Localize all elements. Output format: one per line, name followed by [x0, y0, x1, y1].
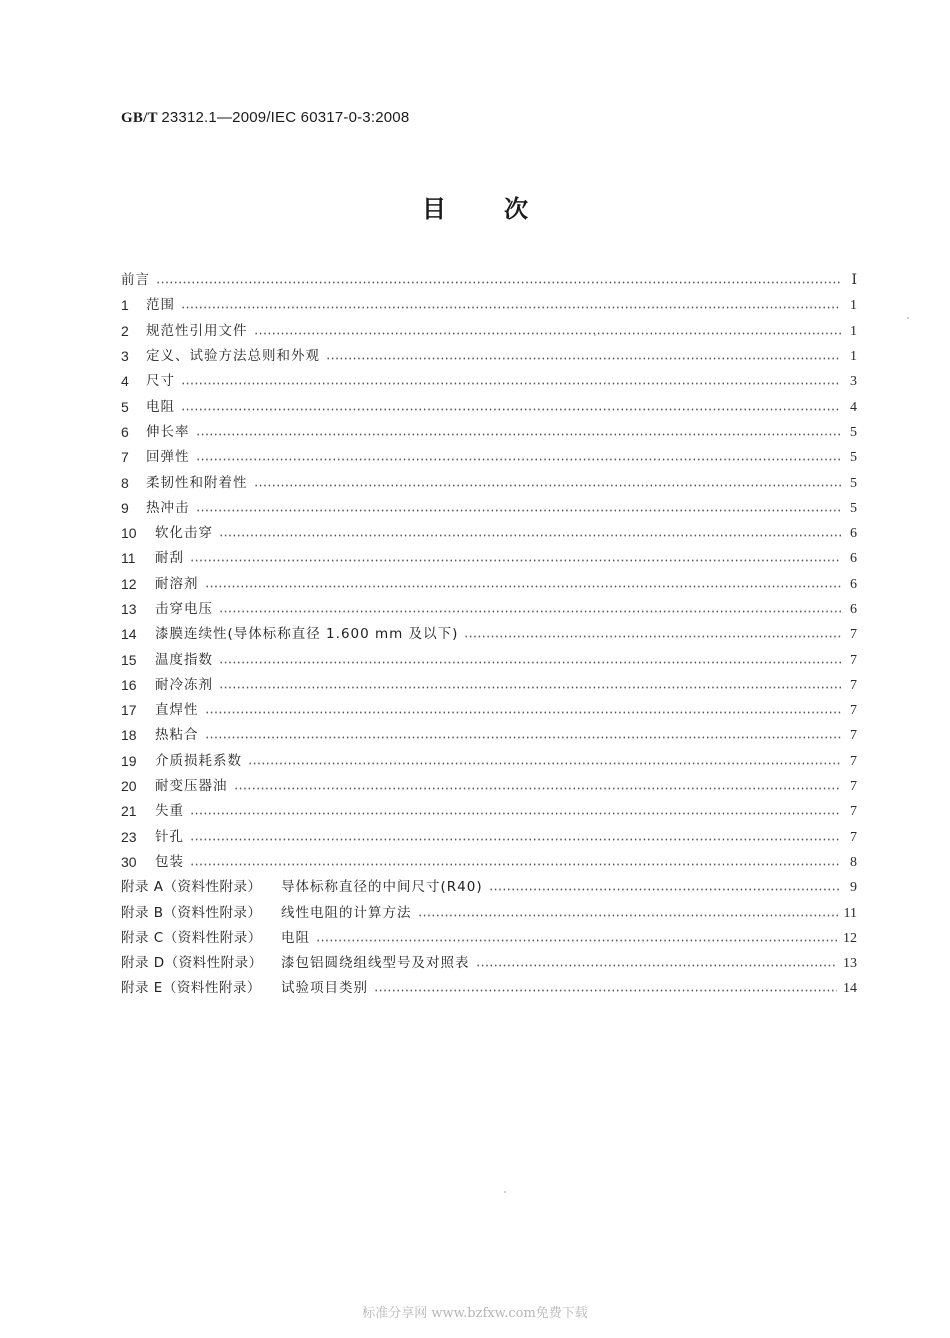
- page-title: [0, 189, 950, 224]
- annex-prefix: 附录 E（资料性附录）: [121, 980, 261, 997]
- dot-leader: [196, 433, 842, 436]
- toc-entry-label: 柔韧性和附着性: [146, 474, 248, 491]
- annex-label: 试验项目类别: [281, 980, 368, 997]
- annex-prefix: 附录 C（资料性附录）: [121, 929, 262, 946]
- annex-page: 11: [843, 905, 857, 921]
- annex-page: 13: [843, 956, 857, 972]
- toc-entry[interactable]: [121, 445, 857, 470]
- toc-entry-number: 13: [121, 601, 137, 617]
- toc-entry-number: 19: [121, 752, 137, 769]
- toc-entry-page: 7: [850, 829, 857, 845]
- toc-entry[interactable]: [121, 698, 857, 723]
- toc-entry[interactable]: [121, 723, 857, 748]
- scan-speck: [594, 334, 596, 336]
- dot-leader: [190, 559, 841, 562]
- toc-entry-label: 伸长率: [146, 423, 190, 440]
- dot-leader: [190, 838, 841, 841]
- toc-entry-number: 2: [121, 322, 129, 339]
- dot-leader: [205, 585, 842, 588]
- toc-entry-number: 3: [121, 348, 129, 365]
- dot-leader: [190, 812, 841, 815]
- toc-entry-number: 1: [121, 297, 129, 314]
- toc-entry-number: 20: [121, 778, 137, 795]
- toc-entry-page: 5: [850, 424, 857, 440]
- dot-leader: [489, 888, 841, 891]
- annex-label: 电阻: [281, 929, 310, 946]
- toc-entry-page: 7: [850, 703, 857, 719]
- toc-entry-page: 6: [850, 602, 857, 617]
- toc-entry-page: 3: [850, 374, 857, 390]
- toc-annex-entry[interactable]: [121, 900, 857, 925]
- annex-label: 漆包铝圆绕组线型号及对照表: [281, 955, 470, 972]
- toc-entry-page: 6: [850, 551, 857, 567]
- watermark-footer: 标准分享网 www.bzfxw.com免费下载: [362, 1306, 588, 1321]
- dot-leader: [234, 787, 842, 790]
- toc-entry-page: 7: [850, 804, 857, 820]
- table-of-contents: [121, 268, 857, 1002]
- toc-entry-label: 耐变压器油: [155, 778, 228, 795]
- dot-leader: [254, 484, 842, 487]
- toc-entry-page: 5: [850, 475, 857, 491]
- toc-entry-number: 6: [121, 423, 129, 440]
- toc-entry-page: 7: [850, 627, 857, 643]
- toc-entry[interactable]: [121, 470, 857, 495]
- toc-entry-number: 15: [121, 651, 137, 668]
- toc-entry-page: 6: [850, 526, 857, 542]
- dot-leader: [418, 914, 838, 917]
- toc-entry-page: 7: [850, 652, 857, 668]
- toc-entry-page: 1: [850, 349, 857, 365]
- toc-annex-entry[interactable]: [121, 926, 857, 951]
- toc-entry-number: 21: [121, 803, 137, 820]
- toc-entry-label: 尺寸: [146, 373, 175, 390]
- toc-entry-label: 前言: [121, 272, 150, 289]
- toc-entry-page: 5: [850, 450, 857, 466]
- toc-entry[interactable]: [121, 799, 857, 824]
- toc-entry-number: 4: [121, 373, 129, 390]
- toc-entry[interactable]: [121, 673, 857, 698]
- toc-entry-label: 软化击穿: [155, 525, 213, 542]
- annex-label: 线性电阻的计算方法: [281, 904, 412, 921]
- dot-leader: [181, 382, 841, 385]
- toc-entry-page: 1: [850, 298, 857, 314]
- dot-leader: [316, 939, 837, 942]
- standard-code: [121, 109, 409, 127]
- dot-leader: [326, 357, 841, 360]
- annex-page: 14: [843, 981, 857, 997]
- toc-entry[interactable]: [121, 597, 857, 622]
- standard-code-number: 23312.1—2009/IEC 60317-0-3:2008: [161, 109, 410, 126]
- toc-annex-entry[interactable]: [121, 976, 857, 1001]
- toc-entry[interactable]: [121, 319, 857, 344]
- annex-label: 导体标称直径的中间尺寸(R40): [281, 879, 483, 896]
- toc-entry-number: 9: [121, 499, 129, 516]
- dot-leader: [219, 661, 841, 664]
- toc-entry-label: 温度指数: [155, 651, 213, 668]
- dot-leader: [205, 711, 842, 714]
- dot-leader: [254, 332, 842, 335]
- toc-entry-label: 规范性引用文件: [146, 322, 248, 339]
- toc-entry-page: 5: [850, 500, 857, 516]
- dot-leader: [476, 964, 838, 967]
- toc-entry-label: 介质损耗系数: [155, 752, 242, 769]
- dot-leader: [181, 306, 841, 309]
- toc-entry[interactable]: [121, 774, 857, 799]
- dot-leader: [374, 989, 837, 992]
- dot-leader: [464, 635, 841, 638]
- toc-entry[interactable]: [121, 572, 857, 597]
- toc-entry-label: 直焊性: [155, 702, 199, 719]
- dot-leader: [196, 509, 842, 512]
- toc-entry[interactable]: [121, 825, 857, 850]
- toc-entry[interactable]: [121, 850, 857, 875]
- toc-entry[interactable]: [121, 496, 857, 521]
- toc-entry[interactable]: [121, 647, 857, 672]
- scan-speck: [504, 1191, 506, 1193]
- toc-entry-page: 7: [850, 753, 857, 769]
- toc-entry-page: Ⅰ: [851, 273, 857, 289]
- dot-leader: [219, 610, 841, 613]
- toc-entry-page: 7: [850, 728, 857, 744]
- toc-entry[interactable]: [121, 293, 857, 318]
- toc-entry-label: 漆膜连续性(导体标称直径 1.600 mm 及以下): [155, 626, 459, 643]
- dot-leader: [196, 458, 842, 461]
- toc-entry-page: 7: [850, 779, 857, 795]
- dot-leader: [248, 762, 841, 765]
- toc-entry[interactable]: [121, 749, 857, 774]
- toc-entry-page: 4: [850, 399, 857, 415]
- toc-entry[interactable]: [121, 622, 857, 647]
- toc-entry-number: 8: [121, 474, 129, 491]
- dot-leader: [205, 736, 842, 739]
- annex-prefix: 附录 A（资料性附录）: [121, 879, 262, 896]
- toc-entry-number: 16: [121, 676, 137, 693]
- title-char-1: 目: [422, 195, 446, 223]
- toc-entry-label: 击穿电压: [155, 601, 213, 617]
- toc-entry[interactable]: [121, 521, 857, 546]
- toc-entry-label: 热冲击: [146, 499, 190, 516]
- toc-entry[interactable]: [121, 546, 857, 571]
- toc-entry-label: 热粘合: [155, 727, 199, 744]
- dot-leader: [219, 534, 841, 537]
- toc-annex-entry[interactable]: [121, 875, 857, 900]
- dot-leader: [181, 408, 841, 411]
- toc-entry-page: 6: [850, 576, 857, 592]
- toc-entry-number: 23: [121, 828, 137, 845]
- toc-entry[interactable]: [121, 344, 857, 369]
- toc-entry-label: 耐冷冻剂: [155, 676, 213, 693]
- toc-entry-label: 耐溶剂: [155, 575, 199, 592]
- annex-page: 9: [850, 880, 857, 896]
- dot-leader: [190, 863, 841, 866]
- toc-entry-page: 1: [850, 323, 857, 339]
- toc-entry-label: 范围: [146, 297, 175, 314]
- toc-entry-number: 11: [121, 550, 136, 567]
- annex-prefix: 附录 B（资料性附录）: [121, 904, 262, 921]
- annex-page: 12: [843, 930, 857, 946]
- toc-entry-label: 针孔: [155, 828, 184, 845]
- toc-entry-number: 10: [121, 525, 137, 542]
- toc-entry[interactable]: [121, 420, 857, 445]
- toc-entry[interactable]: [121, 268, 857, 293]
- dot-leader: [156, 281, 841, 284]
- dot-leader: [219, 686, 841, 689]
- toc-entry-label: 电阻: [146, 398, 175, 415]
- toc-entry-page: 7: [850, 677, 857, 693]
- toc-entry-number: 30: [121, 853, 137, 870]
- toc-entry-number: 7: [121, 449, 129, 466]
- toc-entry[interactable]: [121, 369, 857, 394]
- standard-code-prefix: GB/T: [121, 110, 158, 126]
- toc-entry-label: 回弹性: [146, 449, 190, 466]
- toc-entry-label: 包装: [155, 853, 184, 870]
- toc-entry-number: 17: [121, 702, 137, 719]
- toc-entry-label: 耐刮: [155, 550, 184, 567]
- annex-prefix: 附录 D（资料性附录）: [121, 955, 263, 972]
- toc-entry-label: 失重: [155, 803, 184, 820]
- toc-entry-number: 14: [121, 626, 137, 643]
- toc-entry[interactable]: [121, 394, 857, 419]
- toc-annex-entry[interactable]: [121, 951, 857, 976]
- toc-entry-label: 定义、试验方法总则和外观: [146, 348, 320, 365]
- toc-entry-number: 12: [121, 575, 137, 592]
- toc-entry-number: 5: [121, 398, 129, 415]
- scan-speck: [907, 317, 909, 319]
- toc-entry-page: 8: [850, 854, 857, 870]
- toc-entry-number: 18: [121, 727, 137, 744]
- title-char-2: 次: [504, 195, 528, 223]
